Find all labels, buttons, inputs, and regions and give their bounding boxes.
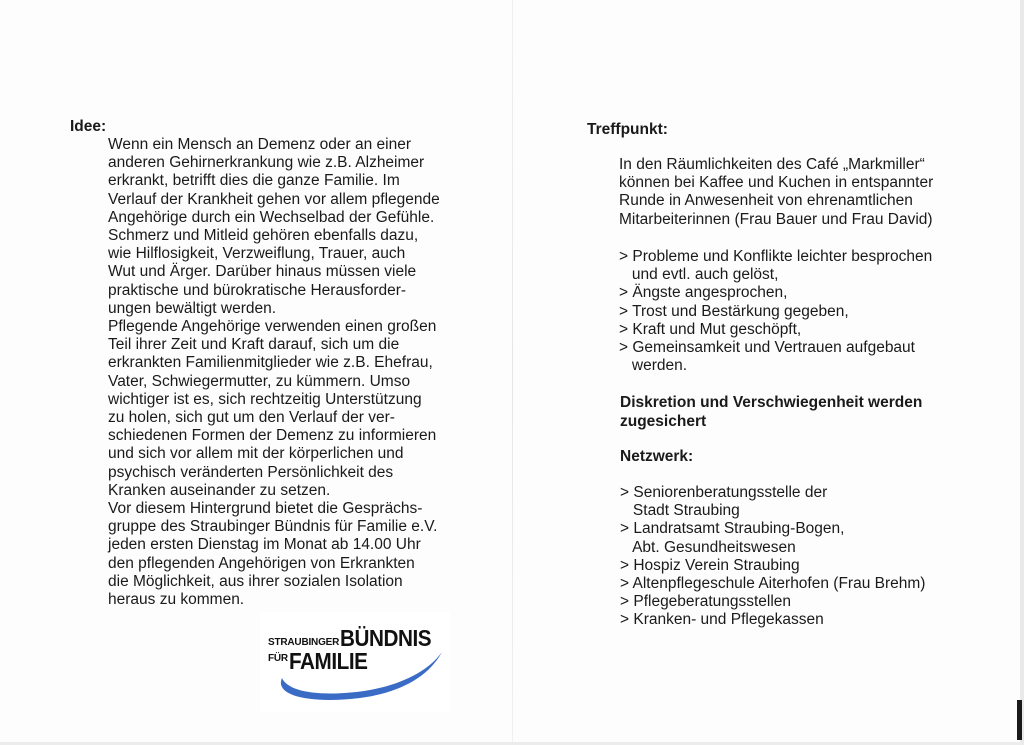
logo-straubinger: STRAUBINGER (268, 637, 340, 648)
logo-familie: FAMILIE (289, 648, 368, 674)
text-line: erkrankten Familienmitglieder wie z.B. Ehefrau, (108, 354, 433, 372)
text-line: anderen Gehirnerkrankung wie z.B. Alzheimer (108, 154, 425, 172)
netzwerk-heading: Netzwerk: (620, 448, 694, 465)
text-line: Wenn ein Mensch an Demenz oder an einer (108, 136, 411, 153)
text-line: schiedenen Formen der Demenz zu informieren (108, 427, 437, 445)
list-item: > Trost und Bestärkung gegeben, (619, 302, 849, 320)
text-line: ungen bewältigt werden. (108, 299, 277, 317)
list-item: > Probleme und Konflikte leichter besprochen (619, 248, 933, 265)
text-line: zugesichert (620, 412, 707, 430)
text-line: wichtiger ist es, sich rechtzeitig Unterstützung (108, 390, 422, 408)
text-line: Vater, Schwiegermutter, zu kümmern. Umso (108, 372, 411, 390)
list-item: > Altenpflegeschule Aiterhofen (Frau Brehm) (620, 575, 926, 593)
fold-line (512, 0, 513, 745)
text-line: und sich vor allem mit der körperlichen und (108, 445, 404, 463)
list-item: > Seniorenberatungsstelle der (620, 484, 828, 501)
text-line: erkrankt, betrifft dies die ganze Familie. Im (108, 172, 400, 190)
treffpunkt-paragraph (619, 156, 933, 229)
text-line: Wut und Ärger. Darüber hinaus müssen viele (108, 263, 417, 281)
text-line: Diskretion und Verschwiegenheit werden (620, 394, 923, 411)
list-item: > Kraft und Mut geschöpft, (619, 320, 802, 338)
benefit-list (619, 248, 932, 375)
text-line: den pflegenden Angehörigen von Erkrankten (108, 554, 415, 572)
text-line: Mitarbeiterinnen (Frau Bauer und Frau David) (619, 210, 933, 228)
text-line: können bei Kaffee und Kuchen in entspannter (619, 174, 934, 192)
diskretion-note (620, 394, 922, 431)
text-line: psychisch veränderten Persönlichkeit des (108, 463, 394, 481)
text-line: Schmerz und Mitleid gehören ebenfalls dazu, (108, 227, 419, 245)
idee-paragraph (108, 136, 440, 609)
list-item: und evtl. auch gelöst, (619, 266, 779, 284)
text-line: praktische und bürokratische Herausforder- (108, 281, 407, 299)
list-item: Stadt Straubing (620, 502, 740, 520)
text-line: Pflegende Angehörige verwenden einen großen (108, 318, 437, 336)
text-line: wie Hilflosigkeit, Verzweiflung, Trauer, auch (108, 245, 406, 263)
text-line: Kranken auseinander zu setzen. (108, 481, 331, 499)
text-line: Verlauf der Krankheit gehen vor allem pflegende (108, 190, 440, 208)
netzwerk-list (620, 484, 925, 630)
scan-mark (1017, 700, 1022, 740)
text-line: heraus zu kommen. (108, 591, 245, 609)
logo-fuer: FÜR (268, 653, 288, 664)
text-line: zu holen, sich gut um den Verlauf der ver- (108, 409, 395, 427)
text-line: gruppe des Straubinger Bündnis für Familie e.V. (108, 518, 438, 536)
text-line: Teil ihrer Zeit und Kraft darauf, sich um die (108, 336, 400, 354)
text-line: In den Räumlichkeiten des Café „Markmiller“ (619, 156, 925, 173)
treffpunkt-heading: Treffpunkt: (587, 121, 668, 138)
logo-buendnis: BÜNDNIS (340, 625, 432, 651)
list-item: Abt. Gesundheitswesen (620, 538, 796, 556)
list-item: > Gemeinsamkeit und Vertrauen aufgebaut (619, 339, 915, 357)
list-item: > Landratsamt Straubing-Bogen, (620, 520, 845, 538)
text-line: jeden ersten Dienstag im Monat ab 14.00 Uhr (108, 536, 421, 554)
text-line: die Möglichkeit, aus ihrer sozialen Isolation (108, 572, 403, 590)
list-item: werden. (619, 357, 688, 375)
list-item: > Ängste angesprochen, (619, 284, 788, 302)
text-line: Vor diesem Hintergrund bietet die Gesprächs- (108, 500, 423, 518)
scan-edge-right (1020, 0, 1024, 745)
list-item: > Hospiz Verein Straubing (620, 556, 800, 574)
text-line: Runde in Anwesenheit von ehrenamtlichen (619, 192, 913, 210)
idee-heading: Idee: (70, 118, 107, 135)
text-line: Angehörige durch ein Wechselbad der Gefühle. (108, 208, 435, 226)
list-item: > Kranken- und Pflegekassen (620, 611, 824, 629)
buendnis-logo (260, 612, 450, 712)
list-item: > Pflegeberatungsstellen (620, 593, 792, 611)
